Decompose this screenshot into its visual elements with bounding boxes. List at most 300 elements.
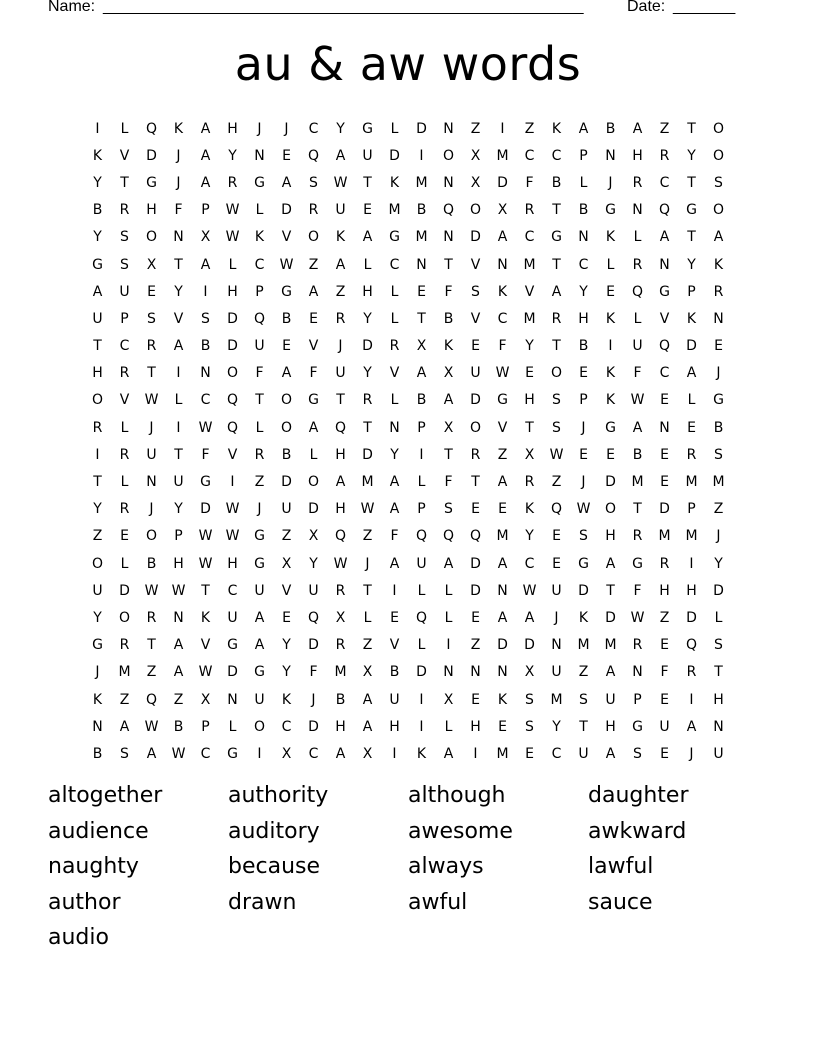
- grid-letter[interactable]: G: [146, 174, 157, 191]
- grid-letter[interactable]: S: [444, 501, 453, 518]
- grid-letter[interactable]: W: [279, 256, 294, 273]
- grid-letter[interactable]: R: [686, 664, 697, 681]
- grid-letter[interactable]: D: [470, 582, 481, 599]
- grid-letter[interactable]: A: [254, 609, 265, 626]
- grid-letter[interactable]: J: [257, 501, 262, 518]
- grid-letter[interactable]: U: [146, 446, 157, 463]
- grid-letter[interactable]: W: [171, 582, 186, 599]
- grid-letter[interactable]: Q: [226, 419, 239, 436]
- grid-letter[interactable]: C: [524, 147, 535, 164]
- grid-letter[interactable]: R: [119, 446, 130, 463]
- grid-letter[interactable]: A: [308, 419, 319, 436]
- grid-letter[interactable]: R: [632, 637, 643, 654]
- grid-letter[interactable]: I: [419, 147, 424, 164]
- grid-letter[interactable]: N: [632, 664, 643, 681]
- grid-letter[interactable]: N: [713, 310, 724, 327]
- grid-letter[interactable]: K: [686, 310, 697, 327]
- grid-letter[interactable]: A: [389, 474, 400, 491]
- grid-letter[interactable]: G: [686, 202, 697, 219]
- grid-letter[interactable]: N: [173, 229, 184, 246]
- grid-letter[interactable]: N: [173, 609, 184, 626]
- grid-letter[interactable]: J: [338, 338, 343, 355]
- grid-letter[interactable]: D: [389, 147, 400, 164]
- grid-letter[interactable]: X: [335, 609, 346, 626]
- grid-letter[interactable]: P: [633, 691, 642, 708]
- grid-letter[interactable]: H: [578, 310, 589, 327]
- grid-letter[interactable]: D: [686, 609, 697, 626]
- grid-letter[interactable]: I: [608, 338, 613, 355]
- grid-letter[interactable]: X: [308, 528, 319, 545]
- grid-letter[interactable]: T: [714, 664, 723, 681]
- grid-letter[interactable]: V: [173, 310, 184, 327]
- grid-letter[interactable]: A: [362, 718, 373, 735]
- grid-letter[interactable]: N: [92, 718, 103, 735]
- grid-letter[interactable]: T: [201, 582, 210, 599]
- grid-letter[interactable]: E: [714, 338, 723, 355]
- grid-letter[interactable]: L: [606, 256, 615, 273]
- grid-letter[interactable]: Q: [631, 283, 644, 300]
- grid-letter[interactable]: L: [255, 202, 264, 219]
- grid-letter[interactable]: J: [149, 419, 154, 436]
- grid-letter[interactable]: C: [551, 745, 562, 762]
- grid-letter[interactable]: J: [581, 419, 586, 436]
- grid-letter[interactable]: U: [551, 582, 562, 599]
- grid-letter[interactable]: M: [550, 691, 563, 708]
- grid-letter[interactable]: A: [362, 229, 373, 246]
- grid-letter[interactable]: B: [92, 202, 103, 219]
- grid-letter[interactable]: K: [497, 283, 508, 300]
- grid-letter[interactable]: A: [497, 229, 508, 246]
- grid-letter[interactable]: I: [257, 745, 262, 762]
- grid-letter[interactable]: Z: [551, 474, 562, 491]
- grid-letter[interactable]: S: [525, 691, 534, 708]
- grid-letter[interactable]: R: [119, 637, 130, 654]
- grid-letter[interactable]: O: [91, 392, 104, 409]
- grid-letter[interactable]: L: [579, 174, 588, 191]
- grid-letter[interactable]: A: [551, 283, 562, 300]
- grid-letter[interactable]: U: [389, 691, 400, 708]
- grid-letter[interactable]: O: [145, 229, 158, 246]
- grid-letter[interactable]: L: [363, 609, 372, 626]
- grid-letter[interactable]: V: [659, 310, 670, 327]
- grid-letter[interactable]: B: [281, 310, 292, 327]
- grid-letter[interactable]: D: [470, 229, 481, 246]
- grid-letter[interactable]: N: [497, 664, 508, 681]
- grid-letter[interactable]: Z: [254, 474, 265, 491]
- grid-letter[interactable]: E: [660, 637, 669, 654]
- grid-letter[interactable]: Y: [93, 609, 102, 626]
- grid-letter[interactable]: D: [281, 202, 292, 219]
- grid-letter[interactable]: B: [578, 202, 589, 219]
- grid-letter[interactable]: V: [470, 310, 481, 327]
- grid-letter[interactable]: A: [200, 120, 211, 137]
- grid-letter[interactable]: O: [118, 609, 131, 626]
- grid-letter[interactable]: W: [333, 174, 348, 191]
- grid-letter[interactable]: D: [497, 174, 508, 191]
- grid-letter[interactable]: Q: [685, 637, 698, 654]
- grid-letter[interactable]: H: [173, 555, 184, 572]
- grid-letter[interactable]: R: [335, 310, 346, 327]
- grid-letter[interactable]: A: [389, 555, 400, 572]
- grid-letter[interactable]: M: [361, 474, 374, 491]
- grid-letter[interactable]: K: [281, 691, 292, 708]
- grid-letter[interactable]: M: [523, 256, 536, 273]
- grid-letter[interactable]: W: [198, 555, 213, 572]
- grid-letter[interactable]: F: [255, 365, 264, 382]
- grid-letter[interactable]: G: [281, 283, 292, 300]
- grid-letter[interactable]: Y: [687, 256, 696, 273]
- grid-letter[interactable]: Y: [174, 283, 183, 300]
- grid-letter[interactable]: S: [120, 256, 129, 273]
- grid-letter[interactable]: H: [362, 283, 373, 300]
- grid-letter[interactable]: H: [92, 365, 103, 382]
- grid-letter[interactable]: H: [470, 718, 481, 735]
- grid-letter[interactable]: E: [606, 283, 615, 300]
- grid-letter[interactable]: G: [713, 392, 724, 409]
- grid-letter[interactable]: H: [632, 147, 643, 164]
- grid-letter[interactable]: A: [497, 609, 508, 626]
- grid-letter[interactable]: U: [227, 609, 238, 626]
- grid-letter[interactable]: C: [524, 555, 535, 572]
- grid-letter[interactable]: W: [144, 582, 159, 599]
- grid-letter[interactable]: Q: [442, 528, 455, 545]
- grid-letter[interactable]: C: [227, 582, 238, 599]
- grid-letter[interactable]: C: [308, 120, 319, 137]
- grid-letter[interactable]: Z: [362, 528, 373, 545]
- grid-letter[interactable]: H: [713, 691, 724, 708]
- grid-letter[interactable]: N: [389, 419, 400, 436]
- grid-letter[interactable]: C: [254, 256, 265, 273]
- grid-letter[interactable]: W: [144, 718, 159, 735]
- grid-letter[interactable]: A: [281, 174, 292, 191]
- grid-letter[interactable]: T: [363, 174, 372, 191]
- grid-letter[interactable]: A: [281, 365, 292, 382]
- grid-letter[interactable]: N: [551, 637, 562, 654]
- grid-letter[interactable]: E: [687, 419, 696, 436]
- grid-letter[interactable]: T: [444, 256, 453, 273]
- grid-letter[interactable]: F: [660, 664, 669, 681]
- grid-letter[interactable]: S: [201, 310, 210, 327]
- grid-letter[interactable]: Z: [524, 120, 535, 137]
- grid-letter[interactable]: T: [417, 310, 426, 327]
- grid-letter[interactable]: M: [118, 664, 131, 681]
- grid-letter[interactable]: K: [524, 501, 535, 518]
- grid-letter[interactable]: V: [470, 256, 481, 273]
- grid-letter[interactable]: M: [496, 745, 509, 762]
- grid-letter[interactable]: J: [311, 691, 316, 708]
- grid-letter[interactable]: A: [200, 174, 211, 191]
- grid-letter[interactable]: V: [389, 365, 400, 382]
- grid-letter[interactable]: L: [390, 283, 399, 300]
- grid-letter[interactable]: G: [497, 392, 508, 409]
- grid-letter[interactable]: B: [173, 718, 184, 735]
- grid-letter[interactable]: B: [146, 555, 157, 572]
- grid-letter[interactable]: E: [471, 338, 480, 355]
- grid-letter[interactable]: X: [146, 256, 157, 273]
- grid-letter[interactable]: N: [200, 365, 211, 382]
- grid-letter[interactable]: Q: [658, 338, 671, 355]
- grid-letter[interactable]: H: [146, 202, 157, 219]
- grid-letter[interactable]: K: [389, 174, 400, 191]
- grid-letter[interactable]: C: [578, 256, 589, 273]
- grid-letter[interactable]: W: [630, 392, 645, 409]
- grid-letter[interactable]: E: [417, 283, 426, 300]
- grid-letter[interactable]: S: [147, 310, 156, 327]
- grid-letter[interactable]: N: [659, 419, 670, 436]
- grid-letter[interactable]: B: [632, 446, 643, 463]
- grid-letter[interactable]: X: [200, 691, 211, 708]
- grid-letter[interactable]: R: [632, 528, 643, 545]
- grid-letter[interactable]: A: [119, 718, 130, 735]
- grid-letter[interactable]: A: [524, 609, 535, 626]
- grid-letter[interactable]: F: [633, 365, 642, 382]
- grid-letter[interactable]: Z: [470, 120, 481, 137]
- grid-letter[interactable]: E: [552, 528, 561, 545]
- grid-letter[interactable]: N: [443, 664, 454, 681]
- grid-letter[interactable]: K: [173, 120, 184, 137]
- grid-letter[interactable]: L: [174, 392, 183, 409]
- grid-letter[interactable]: A: [443, 745, 454, 762]
- grid-letter[interactable]: C: [119, 338, 130, 355]
- grid-letter[interactable]: O: [280, 419, 293, 436]
- grid-letter[interactable]: G: [92, 637, 103, 654]
- grid-letter[interactable]: T: [120, 174, 129, 191]
- grid-letter[interactable]: I: [392, 745, 397, 762]
- grid-letter[interactable]: D: [200, 501, 211, 518]
- grid-letter[interactable]: E: [282, 338, 291, 355]
- grid-letter[interactable]: H: [227, 555, 238, 572]
- grid-letter[interactable]: K: [443, 338, 454, 355]
- grid-letter[interactable]: R: [713, 283, 724, 300]
- grid-letter[interactable]: U: [254, 582, 265, 599]
- grid-letter[interactable]: I: [500, 120, 505, 137]
- grid-letter[interactable]: I: [419, 718, 424, 735]
- grid-letter[interactable]: A: [335, 745, 346, 762]
- grid-letter[interactable]: L: [228, 718, 237, 735]
- grid-letter[interactable]: S: [120, 229, 129, 246]
- grid-letter[interactable]: F: [498, 338, 507, 355]
- grid-letter[interactable]: Z: [119, 691, 130, 708]
- grid-letter[interactable]: D: [281, 474, 292, 491]
- grid-letter[interactable]: L: [633, 310, 642, 327]
- grid-letter[interactable]: K: [254, 229, 265, 246]
- grid-letter[interactable]: R: [470, 446, 481, 463]
- grid-letter[interactable]: X: [524, 446, 535, 463]
- grid-letter[interactable]: G: [254, 174, 265, 191]
- grid-letter[interactable]: X: [443, 691, 454, 708]
- grid-letter[interactable]: C: [281, 718, 292, 735]
- grid-letter[interactable]: L: [255, 419, 264, 436]
- grid-letter[interactable]: I: [419, 691, 424, 708]
- grid-letter[interactable]: N: [632, 202, 643, 219]
- grid-letter[interactable]: R: [254, 446, 265, 463]
- grid-letter[interactable]: A: [173, 637, 184, 654]
- grid-letter[interactable]: Y: [390, 446, 399, 463]
- grid-letter[interactable]: G: [605, 419, 616, 436]
- grid-letter[interactable]: V: [497, 419, 508, 436]
- grid-letter[interactable]: R: [335, 582, 346, 599]
- grid-letter[interactable]: P: [687, 283, 696, 300]
- grid-letter[interactable]: U: [92, 582, 103, 599]
- grid-letter[interactable]: E: [147, 283, 156, 300]
- grid-letter[interactable]: Y: [282, 664, 291, 681]
- grid-letter[interactable]: E: [363, 202, 372, 219]
- grid-letter[interactable]: L: [444, 718, 453, 735]
- grid-letter[interactable]: Q: [442, 202, 455, 219]
- grid-letter[interactable]: O: [253, 718, 266, 735]
- grid-letter[interactable]: N: [146, 474, 157, 491]
- grid-letter[interactable]: A: [416, 365, 427, 382]
- grid-letter[interactable]: Z: [308, 256, 319, 273]
- grid-letter[interactable]: T: [552, 202, 561, 219]
- grid-letter[interactable]: P: [255, 283, 264, 300]
- grid-letter[interactable]: T: [633, 501, 642, 518]
- grid-letter[interactable]: D: [416, 120, 427, 137]
- grid-letter[interactable]: A: [686, 365, 697, 382]
- grid-letter[interactable]: I: [176, 365, 181, 382]
- grid-letter[interactable]: I: [419, 446, 424, 463]
- grid-letter[interactable]: D: [686, 338, 697, 355]
- grid-letter[interactable]: E: [471, 501, 480, 518]
- grid-letter[interactable]: D: [470, 555, 481, 572]
- grid-letter[interactable]: H: [227, 283, 238, 300]
- grid-letter[interactable]: I: [230, 474, 235, 491]
- grid-letter[interactable]: M: [523, 310, 536, 327]
- grid-letter[interactable]: O: [226, 365, 239, 382]
- grid-letter[interactable]: C: [524, 229, 535, 246]
- grid-letter[interactable]: O: [442, 147, 455, 164]
- grid-letter[interactable]: D: [227, 310, 238, 327]
- grid-letter[interactable]: A: [605, 664, 616, 681]
- grid-letter[interactable]: H: [389, 718, 400, 735]
- grid-letter[interactable]: X: [470, 174, 481, 191]
- grid-letter[interactable]: U: [119, 283, 130, 300]
- grid-letter[interactable]: E: [660, 446, 669, 463]
- grid-letter[interactable]: K: [92, 691, 103, 708]
- grid-letter[interactable]: T: [444, 446, 453, 463]
- grid-letter[interactable]: G: [92, 256, 103, 273]
- grid-letter[interactable]: L: [633, 229, 642, 246]
- grid-letter[interactable]: K: [200, 609, 211, 626]
- grid-letter[interactable]: Z: [578, 664, 589, 681]
- grid-letter[interactable]: Y: [93, 229, 102, 246]
- grid-letter[interactable]: D: [308, 637, 319, 654]
- grid-letter[interactable]: R: [632, 256, 643, 273]
- grid-letter[interactable]: V: [281, 582, 292, 599]
- grid-letter[interactable]: M: [496, 528, 509, 545]
- grid-letter[interactable]: T: [471, 474, 480, 491]
- grid-letter[interactable]: Q: [415, 609, 428, 626]
- grid-letter[interactable]: W: [549, 446, 564, 463]
- grid-letter[interactable]: R: [119, 202, 130, 219]
- grid-letter[interactable]: R: [389, 338, 400, 355]
- grid-letter[interactable]: R: [632, 174, 643, 191]
- grid-letter[interactable]: S: [579, 528, 588, 545]
- grid-letter[interactable]: U: [659, 718, 670, 735]
- grid-letter[interactable]: A: [146, 745, 157, 762]
- grid-letter[interactable]: C: [200, 392, 211, 409]
- grid-letter[interactable]: R: [308, 202, 319, 219]
- grid-letter[interactable]: T: [552, 256, 561, 273]
- grid-letter[interactable]: V: [119, 392, 130, 409]
- grid-letter[interactable]: N: [254, 147, 265, 164]
- grid-letter[interactable]: S: [714, 446, 723, 463]
- grid-letter[interactable]: M: [685, 474, 698, 491]
- grid-letter[interactable]: S: [552, 392, 561, 409]
- grid-letter[interactable]: G: [632, 718, 643, 735]
- grid-letter[interactable]: A: [173, 664, 184, 681]
- grid-letter[interactable]: Z: [497, 446, 508, 463]
- grid-letter[interactable]: P: [201, 202, 210, 219]
- grid-letter[interactable]: O: [280, 392, 293, 409]
- grid-letter[interactable]: F: [174, 202, 183, 219]
- grid-letter[interactable]: H: [524, 392, 535, 409]
- grid-letter[interactable]: N: [497, 582, 508, 599]
- grid-letter[interactable]: T: [255, 392, 264, 409]
- grid-letter[interactable]: B: [578, 338, 589, 355]
- grid-letter[interactable]: G: [578, 555, 589, 572]
- grid-letter[interactable]: T: [363, 419, 372, 436]
- grid-letter[interactable]: T: [93, 474, 102, 491]
- grid-letter[interactable]: Q: [334, 419, 347, 436]
- grid-letter[interactable]: T: [687, 229, 696, 246]
- grid-letter[interactable]: G: [227, 745, 238, 762]
- grid-letter[interactable]: K: [416, 745, 427, 762]
- grid-letter[interactable]: O: [145, 528, 158, 545]
- grid-letter[interactable]: L: [390, 310, 399, 327]
- grid-letter[interactable]: D: [605, 474, 616, 491]
- grid-letter[interactable]: R: [524, 474, 535, 491]
- grid-letter[interactable]: C: [308, 745, 319, 762]
- grid-letter[interactable]: D: [308, 718, 319, 735]
- grid-letter[interactable]: N: [497, 256, 508, 273]
- grid-letter[interactable]: I: [176, 419, 181, 436]
- grid-letter[interactable]: T: [687, 174, 696, 191]
- grid-letter[interactable]: Y: [93, 501, 102, 518]
- grid-letter[interactable]: H: [686, 582, 697, 599]
- grid-letter[interactable]: S: [714, 174, 723, 191]
- grid-letter[interactable]: V: [308, 338, 319, 355]
- grid-letter[interactable]: Q: [334, 528, 347, 545]
- grid-letter[interactable]: K: [92, 147, 103, 164]
- grid-letter[interactable]: A: [200, 256, 211, 273]
- grid-letter[interactable]: U: [254, 691, 265, 708]
- grid-letter[interactable]: A: [632, 419, 643, 436]
- grid-letter[interactable]: H: [335, 718, 346, 735]
- grid-letter[interactable]: E: [579, 365, 588, 382]
- grid-letter[interactable]: H: [227, 120, 238, 137]
- grid-letter[interactable]: D: [524, 637, 535, 654]
- grid-letter[interactable]: J: [581, 474, 586, 491]
- grid-letter[interactable]: N: [659, 256, 670, 273]
- grid-letter[interactable]: Y: [525, 338, 534, 355]
- grid-letter[interactable]: H: [605, 718, 616, 735]
- grid-letter[interactable]: Z: [470, 637, 481, 654]
- grid-letter[interactable]: X: [281, 745, 292, 762]
- grid-letter[interactable]: H: [335, 446, 346, 463]
- grid-letter[interactable]: C: [497, 310, 508, 327]
- grid-letter[interactable]: E: [660, 474, 669, 491]
- grid-letter[interactable]: Y: [525, 528, 534, 545]
- grid-letter[interactable]: L: [444, 609, 453, 626]
- grid-letter[interactable]: U: [551, 664, 562, 681]
- grid-letter[interactable]: P: [579, 392, 588, 409]
- grid-letter[interactable]: E: [471, 609, 480, 626]
- grid-letter[interactable]: A: [659, 229, 670, 246]
- grid-letter[interactable]: M: [415, 229, 428, 246]
- grid-letter[interactable]: D: [362, 338, 373, 355]
- grid-letter[interactable]: S: [525, 718, 534, 735]
